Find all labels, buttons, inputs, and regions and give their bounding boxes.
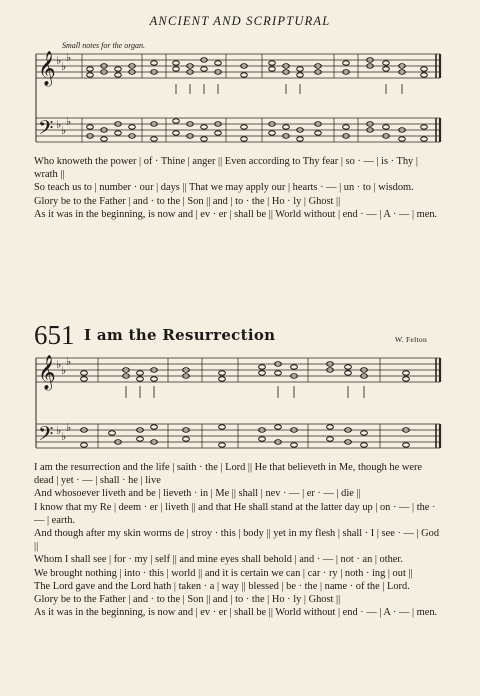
verse-line: I know that my Re | deem · er | liveth || and that He shall stand at the latter day up | on · — | the · — | earth. [34,501,436,526]
svg-text:♭: ♭ [56,55,62,67]
hymn-title: I am the Resurrection [84,326,276,344]
verse-line: The Lord gave and the Lord hath | taken · a | way || blessed | be · the | name · of the | Lord. [34,580,410,592]
verse-line: And though after my skin worms de | stroy · this | body || yet in my flesh | shall · I | see · — | God || [34,528,440,553]
svg-text:♭: ♭ [66,356,72,368]
verse-line: Glory be to the Father | and · to the | Son || and | to · the | Ho · ly | Ghost || [34,594,341,606]
bottom-verse-block [34,461,444,619]
verse-line: So teach us to | number · our | days || That we may apply our | hearts · — | un · to | wisdom. [34,182,414,194]
hymn-number: 651 [34,320,75,350]
verse-line: And whosoever liveth and be | lieveth · in | Me || shall | nev · — | er · — | die || [34,488,361,500]
verse-line: Glory be to the Father | and · to the | Son || and | to · the | Ho · ly | Ghost || [34,195,341,207]
verse-line: Who knoweth the power | of · Thine | anger || Even according to Thy fear | so · — | is · Thy | wrath || [34,156,418,181]
top-music-system [0,44,480,154]
verse-line: As it was in the beginning, is now and | ev · er | shall be || World without | end · — | A · — | men. [34,208,438,220]
verse-line: I am the resurrection and the life | saith · the | Lord || He that believeth in Me, though he were dead | yet · — | shall · he | live [34,462,423,487]
svg-text:♭: ♭ [66,52,72,64]
svg-text:♭: ♭ [61,431,67,443]
verse-line: We brought nothing | into · this | world || and it is certain we can | car · ry | noth · ing | out || [34,567,413,579]
verse-line: Whom I shall see | for · my | self || and mine eyes shall behold | and · — | not · an | other. [34,554,403,566]
bottom-music-system [0,352,480,462]
svg-text:𝄢: 𝄢 [38,422,54,450]
svg-text:♭: ♭ [61,365,67,377]
svg-text:♭: ♭ [66,422,72,434]
top-verse-block [34,155,444,221]
composer-credit: W. Felton [395,335,428,344]
svg-text:𝄢: 𝄢 [38,116,54,144]
svg-text:♭: ♭ [56,119,62,131]
organ-note: Small notes for the organ. [62,41,146,50]
svg-text:♭: ♭ [61,125,67,137]
svg-text:♭: ♭ [61,61,67,73]
svg-text:𝄞: 𝄞 [38,51,56,86]
svg-text:♭: ♭ [56,359,62,371]
svg-text:♭: ♭ [56,425,62,437]
verse-line: As it was in the beginning, is now and | ev · er | shall be || World without | end · — | A · — | men. [34,607,438,619]
svg-text:♭: ♭ [66,116,72,128]
svg-text:𝄞: 𝄞 [38,355,56,390]
running-title: ANCIENT AND SCRIPTURAL [149,14,331,28]
